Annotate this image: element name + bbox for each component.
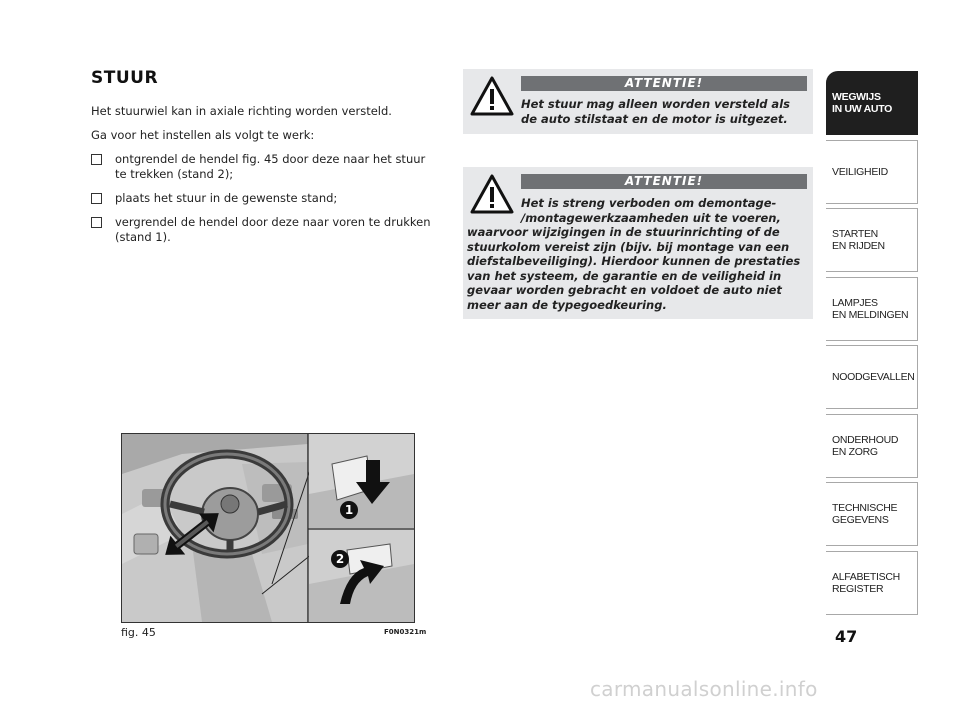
tab-technische[interactable] xyxy=(826,482,918,546)
step-text: plaats het stuur in de gewenste stand; xyxy=(115,191,338,205)
tab-label: LAMPJES EN MELDINGEN xyxy=(832,296,909,321)
warning-heading: ATTENTIE! xyxy=(521,76,807,91)
tab-starten[interactable] xyxy=(826,208,918,272)
watermark: carmanualsonline.info xyxy=(590,677,818,701)
tab-noodgevallen[interactable] xyxy=(826,345,918,409)
warning-text-line: gevaar worden gebracht en voldoet de auto niet xyxy=(467,283,782,297)
warning-text: Het stuur mag alleen worden versteld als de auto stilstaat en de motor is uitgezet. xyxy=(521,97,790,126)
warning-triangle-icon xyxy=(470,174,514,214)
tab-label: VEILIGHEID xyxy=(832,165,888,178)
warning-text-line: /montagewerkzaamheden uit te voeren, xyxy=(521,210,781,225)
checkbox-bullet-icon xyxy=(91,154,102,165)
callout-2: 2 xyxy=(331,550,349,568)
intro-paragraph: Het stuurwiel kan in axiale richting worden versteld. xyxy=(91,104,392,118)
tab-label: NOODGEVALLEN xyxy=(832,370,915,383)
section-title: STUUR xyxy=(91,68,159,88)
warning-text-line: stuurkolom vereist zijn (bijv. bij montage van een xyxy=(467,239,790,254)
figure-caption: fig. 45 xyxy=(121,626,156,639)
checkbox-bullet-icon xyxy=(91,193,102,204)
warning-box xyxy=(463,167,813,319)
tab-label: STARTEN EN RIJDEN xyxy=(832,227,885,252)
warning-text-line: Het is streng verboden om demontage- xyxy=(521,196,777,210)
warning-text-line: diefstalbeveiliging). Hierdoor kunnen de prestaties xyxy=(467,254,801,268)
list-item xyxy=(91,152,436,182)
step-text: ontgrendel de hendel fig. 45 door deze naar het stuur te trekken (stand 2); xyxy=(115,152,426,181)
warning-text-line: waarvoor wijzigingen in de stuurinrichting of de xyxy=(467,225,780,239)
warning-box xyxy=(463,69,813,134)
warning-text-line: van het systeem, de garantie en de veiligheid in xyxy=(467,268,782,283)
warning-heading: ATTENTIE! xyxy=(521,174,807,189)
tab-label: WEGWIJS IN UW AUTO xyxy=(832,90,892,115)
step-text: vergrendel de hendel door deze naar voren te drukken (stand 1). xyxy=(115,215,431,244)
instruction-lead: Ga voor het instellen als volgt te werk: xyxy=(91,128,315,142)
tab-label: ALFABETISCH REGISTER xyxy=(832,570,900,595)
tab-veiligheid[interactable] xyxy=(826,140,918,204)
tab-label: ONDERHOUD EN ZORG xyxy=(832,433,899,458)
warning-text-line: meer aan de typegoedkeuring. xyxy=(467,297,667,312)
tab-label: TECHNISCHE GEGEVENS xyxy=(832,501,898,526)
steps-list xyxy=(91,152,436,254)
list-item xyxy=(91,215,436,245)
callout-1: 1 xyxy=(340,501,358,519)
page-number: 47 xyxy=(835,627,858,646)
tab-lampjes[interactable] xyxy=(826,277,918,341)
checkbox-bullet-icon xyxy=(91,217,102,228)
list-item xyxy=(91,191,436,206)
warning-triangle-icon xyxy=(470,76,514,116)
tab-wegwijs[interactable] xyxy=(826,71,918,135)
tab-alfabetisch[interactable] xyxy=(826,551,918,615)
tab-onderhoud[interactable] xyxy=(826,414,918,478)
steering-wheel-illustration xyxy=(122,434,414,622)
steering-wheel-figure xyxy=(121,433,415,623)
figure-code: F0N0321m xyxy=(384,628,427,636)
